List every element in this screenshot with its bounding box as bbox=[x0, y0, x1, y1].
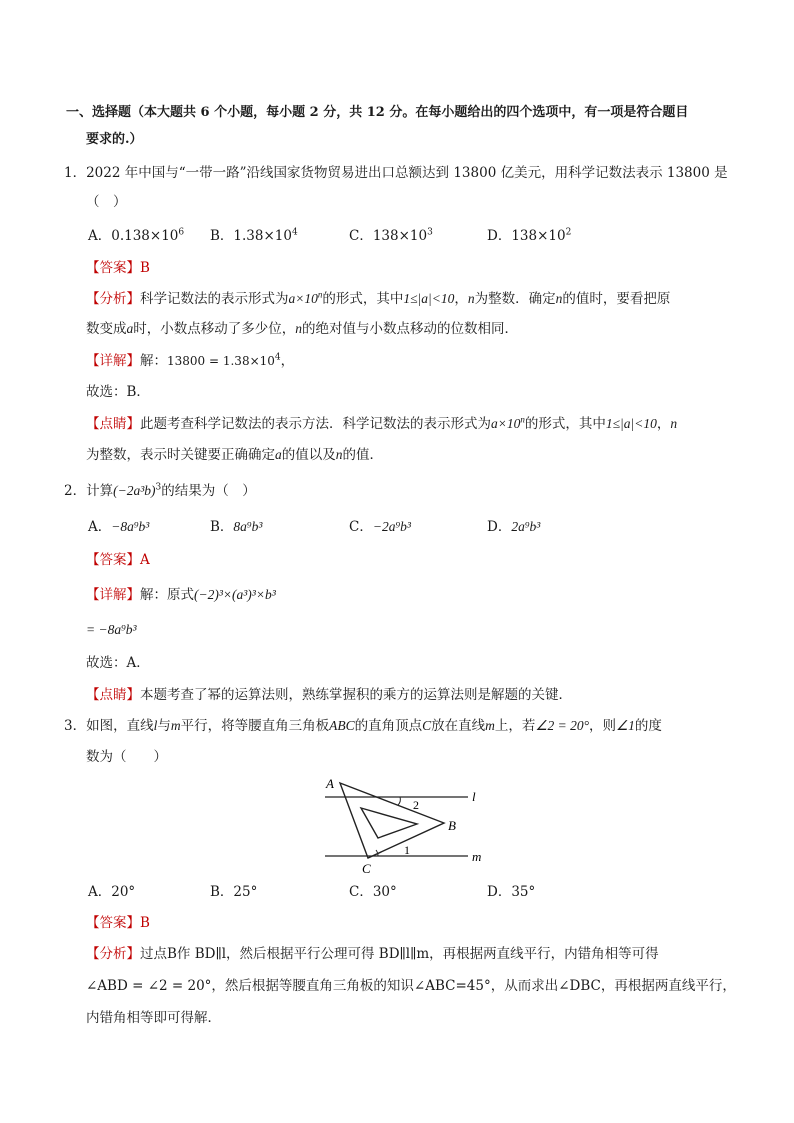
option-label: A． bbox=[88, 884, 112, 900]
option-value: 0.138×10 bbox=[111, 228, 179, 244]
option-label: D． bbox=[487, 519, 512, 535]
q2-stem bbox=[64, 481, 256, 501]
analysis-text: 过点B作 BD∥l，然后根据平行公理可得 BD∥l∥m，再根据两直线平行，内错角相等可得 bbox=[140, 946, 659, 962]
math-expr: 13800 = 1.38×10 bbox=[167, 354, 275, 368]
math-exp: 3 bbox=[155, 482, 162, 493]
q3-stem-text: 平行，将等腰直角三角板 bbox=[180, 718, 330, 734]
q2-detail-2 bbox=[86, 620, 137, 640]
q2-number: 2． bbox=[64, 483, 87, 499]
q3-number: 3． bbox=[64, 718, 87, 734]
q2-option-b bbox=[210, 517, 262, 537]
option-value: 30° bbox=[372, 884, 397, 900]
option-value: 2a⁹b³ bbox=[511, 519, 541, 534]
math-var: C bbox=[422, 718, 432, 733]
analysis-text: 的值时，要看把原 bbox=[562, 291, 671, 307]
option-label: C． bbox=[349, 884, 373, 900]
math-var: m bbox=[485, 718, 495, 733]
q3-option-d bbox=[487, 882, 535, 902]
angle-2-arc bbox=[398, 797, 400, 805]
math-var: l bbox=[153, 718, 158, 733]
analysis-tag: 【分析】 bbox=[86, 946, 140, 962]
option-value: 138×10 bbox=[511, 228, 566, 244]
q2-stem-text: 计算 bbox=[86, 483, 114, 499]
math-expr: a×10 bbox=[288, 291, 318, 306]
math-var: ABC bbox=[329, 718, 355, 733]
analysis-text: 的绝对值与小数点移动的位数相同． bbox=[302, 321, 518, 337]
option-value: −2a⁹b³ bbox=[372, 519, 411, 534]
q3-option-a bbox=[88, 882, 135, 902]
math-var: m bbox=[170, 718, 181, 733]
q2-stem-text: 的结果为（ ） bbox=[161, 483, 256, 499]
option-value: 1.38×10 bbox=[233, 228, 292, 244]
math-expr: = −8a⁹b³ bbox=[86, 622, 137, 637]
option-label: B． bbox=[210, 519, 234, 535]
answer-tag: 【答案】 bbox=[86, 915, 140, 931]
q3-analysis-3 bbox=[86, 1008, 221, 1028]
q2-detail bbox=[86, 585, 276, 605]
math-var: n bbox=[295, 321, 302, 336]
option-label: D． bbox=[487, 884, 512, 900]
angle-1-arc bbox=[376, 850, 378, 856]
q2-choose bbox=[86, 653, 150, 673]
q1-stem bbox=[64, 163, 728, 183]
label-angle-1: 1 bbox=[404, 843, 410, 857]
math-var: a bbox=[275, 447, 282, 462]
math-var: n bbox=[335, 447, 343, 462]
math-expr: ∠2 = 20° bbox=[535, 718, 589, 733]
q1-option-a bbox=[88, 226, 184, 246]
math-var: n bbox=[467, 291, 475, 306]
q3-stem-text: ，则 bbox=[589, 718, 616, 734]
q1-option-d bbox=[487, 226, 571, 246]
q3-option-c bbox=[349, 882, 397, 902]
answer-tag: 【答案】 bbox=[86, 552, 140, 568]
q1-choose bbox=[86, 382, 150, 402]
math-exp: n bbox=[317, 289, 323, 300]
label-m: m bbox=[472, 849, 482, 864]
triangle-outer bbox=[340, 783, 444, 858]
math-var: n bbox=[555, 291, 563, 306]
triangle-inner bbox=[361, 808, 417, 838]
q3-stem-text: 上，若 bbox=[494, 718, 536, 734]
q1-answer bbox=[86, 258, 150, 278]
label-C: C bbox=[362, 861, 371, 876]
analysis-text: ， bbox=[454, 291, 468, 307]
analysis-tag: 【分析】 bbox=[86, 291, 140, 307]
q1-comment-2 bbox=[86, 445, 383, 465]
comment-text: 的值以及 bbox=[281, 447, 336, 463]
analysis-text: 科学记数法的表示形式为 bbox=[140, 291, 289, 307]
q2-comment bbox=[86, 685, 572, 705]
option-value: 25° bbox=[233, 884, 258, 900]
label-A: A bbox=[326, 776, 334, 791]
section-header-text: 一、选择题（本大题共 6 个小题，每小题 2 分，共 12 分。在每小题给出的四个选项中，有一项是符合题目 bbox=[66, 105, 689, 120]
option-label: D． bbox=[487, 228, 512, 244]
q3-stem-text: 如图，直线 bbox=[86, 718, 154, 734]
answer-tag: 【答案】 bbox=[86, 260, 140, 276]
q1-blank: （ ） bbox=[86, 194, 127, 210]
comment-text: 为整数，表示时关键要正确确定 bbox=[86, 447, 275, 463]
choose-text: 故选：B． bbox=[86, 384, 150, 400]
math-expr: (−2)³×(a³)³×b³ bbox=[194, 587, 276, 602]
option-value: 8a⁹b³ bbox=[233, 519, 263, 534]
math-exp: n bbox=[520, 414, 525, 425]
section-header-cont bbox=[86, 130, 143, 150]
label-l: l bbox=[472, 789, 476, 804]
detail-text: 解： bbox=[140, 353, 167, 369]
q3-stem-cont bbox=[86, 747, 167, 767]
analysis-text: 的形式，其中 bbox=[322, 291, 404, 307]
option-value: −8a⁹b³ bbox=[111, 519, 150, 534]
comment-tag: 【点睛】 bbox=[86, 416, 140, 432]
q3-stem-text: 放在直线 bbox=[431, 718, 486, 734]
q3-answer bbox=[86, 913, 150, 933]
math-expr: (−2a³b) bbox=[113, 483, 156, 498]
choose-text: 故选：A． bbox=[86, 655, 150, 671]
q3-stem-text: 与 bbox=[157, 718, 171, 734]
math-exp: 4 bbox=[274, 352, 281, 363]
q3-stem bbox=[64, 716, 662, 736]
q3-stem-text: 的度 bbox=[634, 718, 662, 734]
math-var: n bbox=[670, 416, 678, 431]
math-expr: 1≤|a|<10 bbox=[605, 416, 657, 431]
q1-option-b bbox=[210, 226, 298, 246]
q2-option-a bbox=[88, 517, 149, 537]
option-exponent: 3 bbox=[427, 227, 433, 238]
q2-option-d bbox=[487, 517, 540, 537]
q3-figure bbox=[320, 772, 492, 878]
q1-analysis-1 bbox=[86, 289, 670, 309]
comment-text: 此题考查科学记数法的表示方法．科学记数法的表示形式为 bbox=[140, 416, 491, 432]
q3-stem-text: 数为（ ） bbox=[86, 749, 167, 765]
comment-text: 的值． bbox=[342, 447, 383, 463]
q1-comment-1 bbox=[86, 414, 677, 434]
q3-stem-text: 的直角顶点 bbox=[354, 718, 423, 734]
comment-tag: 【点睛】 bbox=[86, 687, 140, 703]
label-angle-2: 2 bbox=[413, 798, 419, 812]
option-exponent: 4 bbox=[291, 227, 298, 238]
section-header-cont-text: 要求的.） bbox=[86, 132, 143, 147]
answer-value: A bbox=[140, 552, 150, 568]
math-expr: ∠1 bbox=[616, 718, 635, 733]
comment-text: 的形式，其中 bbox=[524, 416, 606, 432]
detail-tag: 【详解】 bbox=[86, 353, 140, 369]
q1-analysis-2 bbox=[86, 319, 518, 339]
q3-analysis-1 bbox=[86, 944, 659, 964]
analysis-text: 数变成 bbox=[86, 321, 127, 337]
answer-value: B bbox=[140, 915, 150, 931]
option-label: B． bbox=[210, 228, 234, 244]
math-expr: 1≤|a|<10 bbox=[403, 291, 455, 306]
option-value: 138×10 bbox=[372, 228, 428, 244]
q3-option-b bbox=[210, 882, 257, 902]
q2-answer bbox=[86, 550, 150, 570]
q1-stem-text: 2022 年中国与“一带一路”沿线国家货物贸易进出口总额达到 13800 亿美元，用科学记数法表示 13800 是 bbox=[86, 165, 728, 181]
detail-tag: 【详解】 bbox=[86, 587, 140, 603]
analysis-text: 时，小数点移动了多少位， bbox=[133, 321, 296, 337]
q1-number: 1． bbox=[64, 165, 87, 181]
q1-detail bbox=[86, 351, 294, 371]
option-label: B． bbox=[210, 884, 234, 900]
analysis-text: 为整数．确定 bbox=[474, 291, 556, 307]
option-label: A． bbox=[88, 228, 112, 244]
q3-analysis-2 bbox=[86, 976, 736, 996]
q1-stem-cont bbox=[86, 192, 127, 212]
option-label: C． bbox=[349, 228, 373, 244]
option-label: A． bbox=[88, 519, 112, 535]
comment-text: 本题考查了幂的运算法则，熟练掌握积的乘方的运算法则是解题的关键． bbox=[140, 687, 572, 703]
section-header bbox=[66, 103, 688, 123]
label-B: B bbox=[448, 818, 456, 833]
math-expr: a×10 bbox=[491, 416, 521, 431]
answer-value: B bbox=[140, 260, 150, 276]
option-value: 20° bbox=[111, 884, 136, 900]
detail-text: ， bbox=[280, 353, 295, 369]
q2-option-c bbox=[349, 517, 411, 537]
analysis-text: ∠ABD = ∠2 = 20°，然后根据等腰直角三角板的知识∠ABC=45°，从而求出∠DBC，再根据两直线平行， bbox=[86, 978, 736, 994]
math-var: a bbox=[126, 321, 134, 336]
analysis-text: 内错角相等即可得解． bbox=[86, 1010, 221, 1026]
detail-text: 解：原式 bbox=[140, 587, 194, 603]
option-exponent: 2 bbox=[565, 227, 572, 238]
comment-text: ， bbox=[656, 416, 671, 432]
option-exponent: 6 bbox=[178, 227, 185, 238]
q1-option-c bbox=[349, 226, 433, 246]
option-label: C． bbox=[349, 519, 373, 535]
option-value: 35° bbox=[511, 884, 536, 900]
